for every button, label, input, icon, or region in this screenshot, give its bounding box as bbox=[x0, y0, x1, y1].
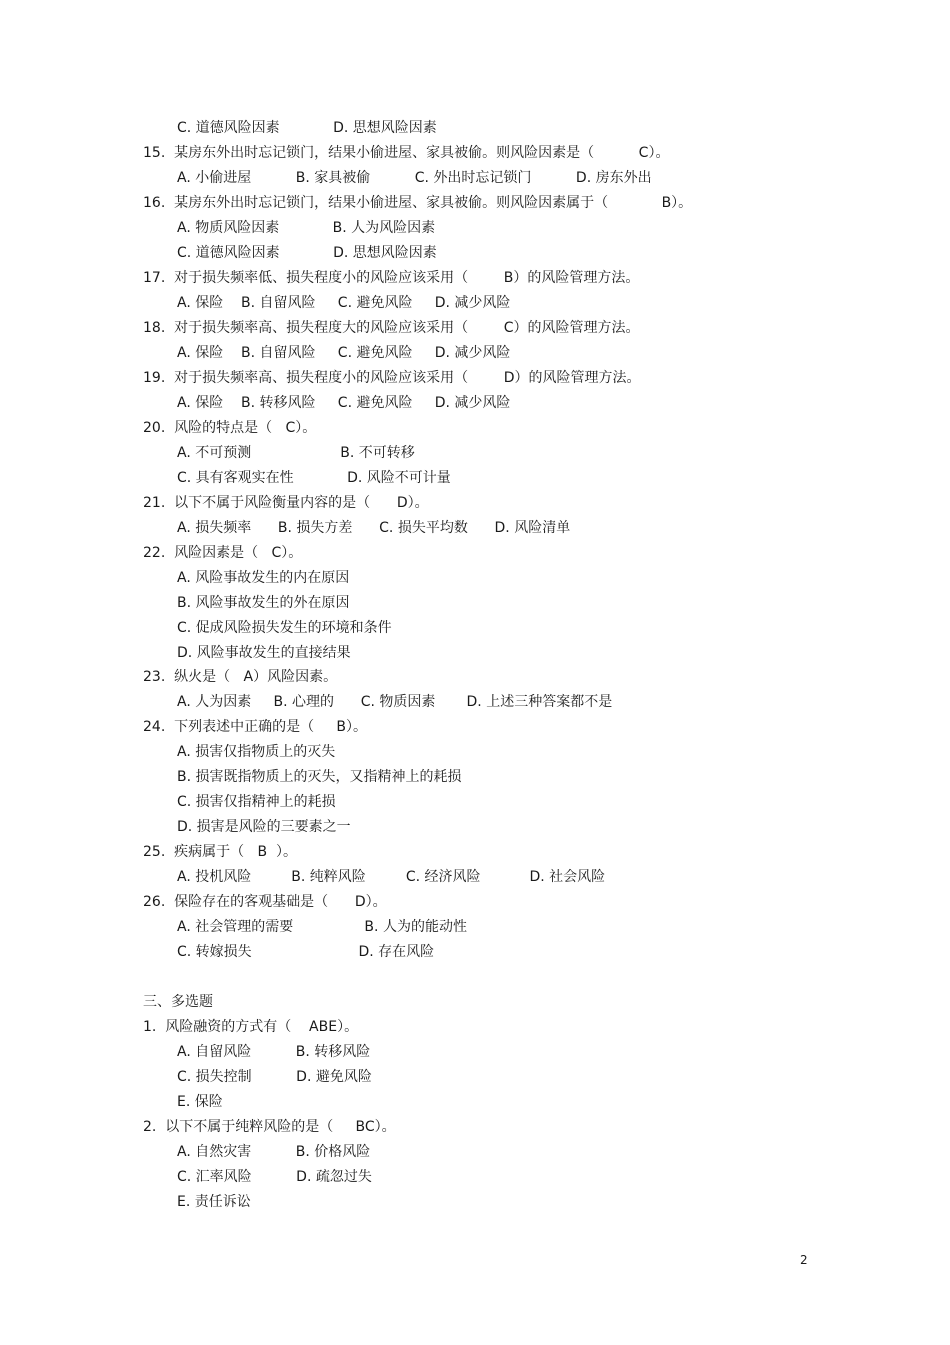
question-21: 21. 以下不属于风险衡量内容的是（ D）。 bbox=[143, 495, 429, 511]
option-line: A. 人为因素 B. 心理的 C. 物质因素 D. 上述三种答案都不是 bbox=[177, 694, 613, 710]
option-line: C. 具有客观实在性 D. 风险不可计量 bbox=[177, 470, 451, 486]
option-line: A. 投机风险 B. 纯粹风险 C. 经济风险 D. 社会风险 bbox=[177, 869, 606, 885]
question-26: 26. 保险存在的客观基础是（ D）。 bbox=[143, 894, 387, 910]
question-17: 17. 对于损失频率低、损失程度小的风险应该采用（ B）的风险管理方法。 bbox=[143, 270, 640, 286]
question-25: 25. 疾病属于（ B ）。 bbox=[143, 844, 298, 860]
question-20: 20. 风险的特点是（ C）。 bbox=[143, 420, 317, 436]
option-line: A. 损失频率 B. 损失方差 C. 损失平均数 D. 风险清单 bbox=[177, 520, 571, 536]
section-heading-multiple-choice: 三、多选题 bbox=[143, 994, 213, 1010]
page-number: 2 bbox=[800, 1253, 808, 1267]
option-line: A. 保险 B. 转移风险 C. 避免风险 D. 减少风险 bbox=[177, 395, 511, 411]
option-line: C. 道德风险因素 D. 思想风险因素 bbox=[177, 245, 437, 261]
option-line: A. 社会管理的需要 B. 人为的能动性 bbox=[177, 919, 467, 935]
option-line: A. 保险 B. 自留风险 C. 避免风险 D. 减少风险 bbox=[177, 295, 511, 311]
option-line: A. 自留风险 B. 转移风险 bbox=[177, 1044, 371, 1060]
option-line: C. 道德风险因素 D. 思想风险因素 bbox=[177, 120, 437, 136]
option-line: D. 损害是风险的三要素之一 bbox=[177, 819, 351, 835]
option-line: A. 不可预测 B. 不可转移 bbox=[177, 445, 415, 461]
option-line: A. 物质风险因素 B. 人为风险因素 bbox=[177, 220, 436, 236]
option-line: E. 责任诉讼 bbox=[177, 1194, 251, 1210]
question-22: 22. 风险因素是（ C）。 bbox=[143, 545, 303, 561]
option-line: B. 风险事故发生的外在原因 bbox=[177, 595, 350, 611]
question-24: 24. 下列表述中正确的是（ B）。 bbox=[143, 719, 368, 735]
question-18: 18. 对于损失频率高、损失程度大的风险应该采用（ C）的风险管理方法。 bbox=[143, 320, 640, 336]
option-line: A. 风险事故发生的内在原因 bbox=[177, 570, 350, 586]
option-line: B. 损害既指物质上的灭失，又指精神上的耗损 bbox=[177, 769, 462, 785]
option-line: A. 小偷进屋 B. 家具被偷 C. 外出时忘记锁门 D. 房东外出 bbox=[177, 170, 652, 186]
question-16: 16. 某房东外出时忘记锁门，结果小偷进屋、家具被偷。则风险因素属于（ B）。 bbox=[143, 195, 693, 211]
option-line: A. 损害仅指物质上的灭失 bbox=[177, 744, 336, 760]
option-line: A. 保险 B. 自留风险 C. 避免风险 D. 减少风险 bbox=[177, 345, 511, 361]
multi-question-2: 2. 以下不属于纯粹风险的是（ BC）。 bbox=[143, 1119, 396, 1135]
option-line: E. 保险 bbox=[177, 1094, 223, 1110]
option-line: C. 汇率风险 D. 疏忽过失 bbox=[177, 1169, 372, 1185]
question-19: 19. 对于损失频率高、损失程度小的风险应该采用（ D）的风险管理方法。 bbox=[143, 370, 641, 386]
option-line: C. 损失控制 D. 避免风险 bbox=[177, 1069, 372, 1085]
option-line: C. 转嫁损失 D. 存在风险 bbox=[177, 944, 435, 960]
multi-question-1: 1. 风险融资的方式有（ ABE）。 bbox=[143, 1019, 359, 1035]
option-line: D. 风险事故发生的直接结果 bbox=[177, 645, 351, 661]
option-line: C. 促成风险损失发生的环境和条件 bbox=[177, 620, 392, 636]
option-line: A. 自然灾害 B. 价格风险 bbox=[177, 1144, 371, 1160]
option-line: C. 损害仅指精神上的耗损 bbox=[177, 794, 336, 810]
question-15: 15. 某房东外出时忘记锁门，结果小偷进屋、家具被偷。则风险因素是（ C）。 bbox=[143, 145, 670, 161]
question-23: 23. 纵火是（ A）风险因素。 bbox=[143, 669, 338, 685]
